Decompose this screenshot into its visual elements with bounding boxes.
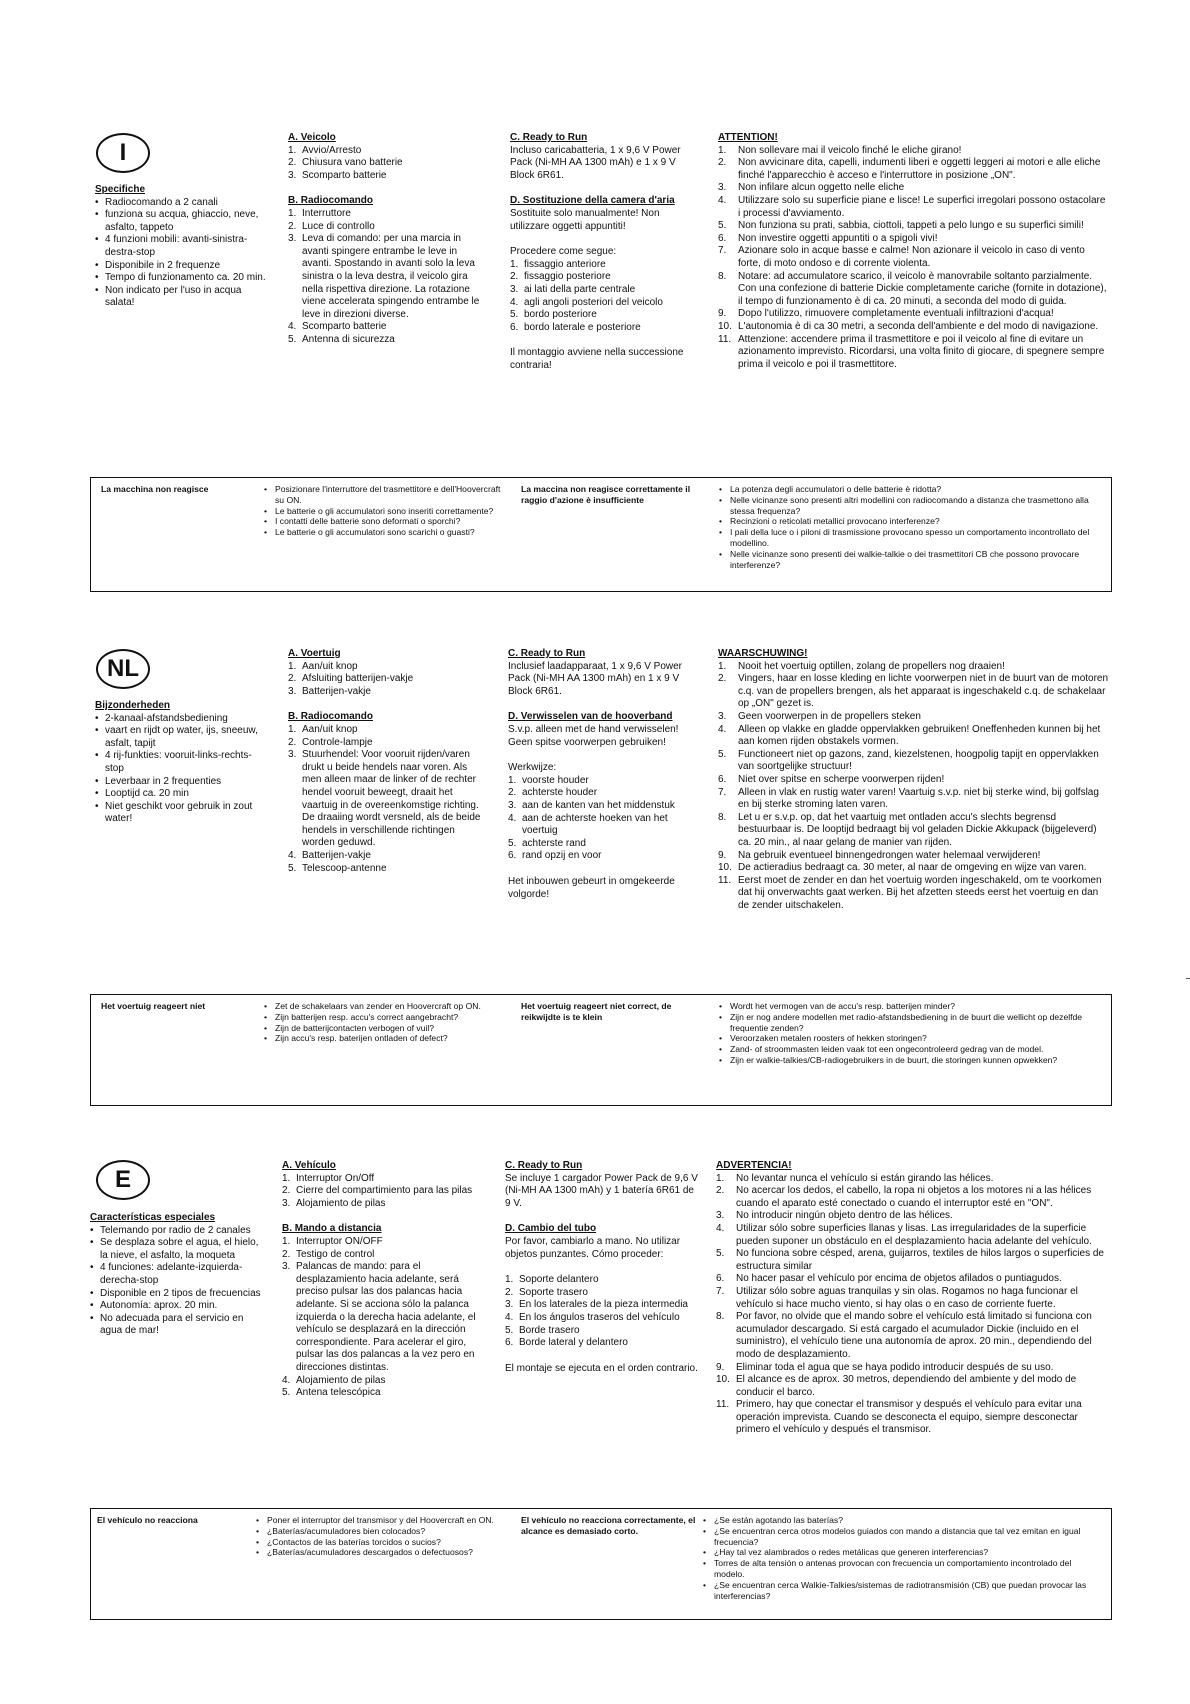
- procedure-step: 1. fissaggio anteriore: [510, 258, 606, 270]
- warning-item: 4. Alleen op vlakke en gladde oppervlakken gebruiken! Oneffenheden kunnen bij het aan komen rijden obstakels vormen.: [718, 723, 1101, 748]
- fix-item: • Poner el interruptor del transmisor y del Hoovercraft en ON.: [256, 1515, 496, 1526]
- vehicle-item: 1. Aan/uit knop: [288, 660, 358, 672]
- change-title: D. Sostituzione della camera d'aria: [510, 195, 675, 207]
- fix-item: • Recinzioni o reticolati metallici provocano interferenze?: [719, 516, 1099, 527]
- spec-item: • No adecuada para el servicio en agua de mar!: [90, 1313, 265, 1338]
- remote-item: 1. Interruttore: [288, 207, 351, 219]
- fix-item: • Zijn er nog andere modellen met radio-afstandsbediening in de buurt die wellicht op dezelfde frequentie zenden?: [719, 1012, 1104, 1034]
- remote-item: 1. Interruptor ON/OFF: [282, 1235, 383, 1247]
- warning-item: 11. Eerst moet de zender en dan het voertuig worden ingeschakeld, om te voorkomen dat hij onverwachts gaat werken. Bij het afzetten steeds eerst het voertuig en dan de zender uitschakelen.: [718, 874, 1102, 911]
- specs-column: [95, 700, 270, 826]
- warning-item: 6. No hacer pasar el vehículo por encima de objetos afilados o puntiagudos.: [716, 1273, 1062, 1285]
- vehicle-item: 3. Batterijen-vakje: [288, 685, 371, 697]
- fix-list: [264, 1001, 504, 1044]
- fix-item: • ¿Se están agotando las baterías?: [703, 1515, 1093, 1526]
- warning-item: 9. Dopo l'utilizzo, rimuovere completamente eventuali infiltrazioni d'acqua!: [718, 308, 1054, 320]
- remote-item: 3. Stuurhendel: Voor vooruit rijden/varen drukt u beide hendels naar voren. Als men alleen maar de linker of de rechter hendel vooruit beweegt, draait het vaartuig in de overeenkomstige richting. De draaiing wordt versneld, als de beide hendels in verschillende richtingen worden geduwd.: [288, 749, 481, 849]
- specs-column: [95, 184, 270, 310]
- procedure-step: 4. agli angoli posteriori del veicolo: [510, 296, 663, 308]
- spec-item: • Non indicato per l'uso in acqua salata!: [95, 285, 270, 310]
- parts-column: [288, 648, 488, 875]
- fix-list: [264, 484, 504, 538]
- remote-item: 3. Palancas de mando: para el desplazamiento hacia adelante, será preciso pulsar las dos palancas hacia adelante. Si se acciona sólo la palanca izquierda o la derecha hacia adelante, el vehículo se desplazará en la dirección correspondiente. Para acelerar el giro, pulsar las dos palancas a la vez pero en direcciones distintas.: [282, 1261, 476, 1373]
- fix-list: [719, 1001, 1104, 1066]
- spec-item: • 4 funciones: adelante-izquierda-derecha-stop: [90, 1262, 265, 1287]
- warning-column: [718, 132, 1110, 371]
- warning-item: 10. L'autonomia è di ca 30 metri, a seconda dell'ambiente e del modo di navigazione.: [718, 320, 1099, 332]
- language-badge: I: [96, 133, 150, 173]
- procedure-step: 2. achterste houder: [508, 787, 598, 799]
- spec-item: • Disponible en 2 tipos de frecuencias: [90, 1288, 265, 1301]
- procedure-step: 5. Borde trasero: [505, 1324, 580, 1336]
- warning-item: 8. Notare: ad accumulatore scarico, il veicolo è manovrabile soltanto parzialmente. Con una confezione di batterie Dickie completamente cariche (fornite in dotazione), il tempo di funzionamento è di ca. 20 minuti, a seconda del modo di guida.: [718, 270, 1107, 307]
- fix-item: • I contatti delle batterie sono deformati o sporchi?: [264, 516, 504, 527]
- ready-text: Inclusief laadapparaat, 1 x 9,6 V Power Pack (Ni-MH AA 1300 mAh) en 1 x 9 V Block 6R61.: [508, 660, 682, 697]
- procedure-step: 1. Soporte delantero: [505, 1274, 599, 1286]
- procedure-step: 6. rand opzij en voor: [508, 850, 602, 862]
- warning-item: 2. No acercar los dedos, el cabello, la ropa ni objetos a los motores ni a las hélices cuando el aparato esté conectado o cuando el interruptor esté en "ON".: [716, 1185, 1092, 1209]
- fix-item: • Zijn er walkie-talkies/CB-radiogebruikers in de buurt, die storingen kunnen opwekken?: [719, 1055, 1104, 1066]
- spec-item: • Leverbaar in 2 frequenties: [95, 776, 270, 789]
- remote-item: 2. Luce di controllo: [288, 220, 375, 232]
- warning-item: 1. No levantar nunca el vehículo si están girando las hélices.: [716, 1172, 994, 1184]
- ready-title: C. Ready to Run: [508, 648, 586, 659]
- spec-item: • 4 funzioni mobili: avanti-sinistra-destra-stop: [95, 234, 270, 259]
- procedure-step: 3. En los laterales de la pieza intermedia: [505, 1299, 688, 1311]
- vehicle-item: 2. Chiusura vano batterie: [288, 157, 403, 169]
- vehicle-title: A. Voertuig: [288, 648, 341, 659]
- warning-title: ADVERTENCIA!: [716, 1160, 792, 1171]
- spec-item: • Radiocomando a 2 canali: [95, 197, 270, 210]
- vehicle-title: A. Veicolo: [288, 132, 336, 143]
- procedure-end: Het inbouwen gebeurt in omgekeerde volgorde!: [508, 875, 675, 900]
- fix-item: • ¿Se encuentran cerca otros modelos guiados con mando a distancia que tal vez emitan en igual frecuencia?: [703, 1526, 1093, 1548]
- change-text: Sostituite solo manualmente! Non utilizzare oggetti appuntiti!: [510, 207, 660, 232]
- procedure-step: 1. voorste houder: [508, 774, 589, 786]
- warning-item: 4. Utilizzare solo su superficie piane e lisce! Le superfici irregolari possono ostacolare i processi d'avviamento.: [718, 194, 1106, 219]
- vehicle-item: 3. Scomparto batterie: [288, 169, 387, 181]
- warning-item: 5. No funciona sobre césped, arena, guijarros, textiles de hilos largos o superficies de estructura similar: [716, 1248, 1104, 1272]
- remote-item: 5. Antenna di sicurezza: [288, 333, 395, 345]
- warning-item: 10. El alcance es de aprox. 30 metros, dependiendo del ambiente y del modo de conducir el barco.: [716, 1374, 1077, 1398]
- warning-item: 9. Eliminar toda el agua que se haya podido introducir después de su uso.: [716, 1361, 1054, 1373]
- remote-item: 3. Leva di comando: per una marcia in avanti spingere entrambe le leve in avanti. Spostando in avanti solo la leva sinistra o la leva destra, il veicolo gira nella rispettiva direzione. La rotazione viene accelerata spingendo entrambe le leve in direzioni diverse.: [288, 233, 480, 320]
- procedure-intro: Werkwijze:: [508, 762, 557, 774]
- spec-item: • Looptijd ca. 20 min: [95, 788, 270, 801]
- procedure-step: 6. Borde lateral y delantero: [505, 1337, 628, 1349]
- fix-item: • Nelle vicinanze sono presenti dei walkie-talkie o dei trasmettitori CB che possono provocare interferenze?: [719, 549, 1099, 571]
- procedure-step: 6. bordo laterale e posteriore: [510, 321, 641, 333]
- ready-column: [505, 1160, 700, 1375]
- warning-item: 9. Na gebruik eventueel binnengedrongen water helemaal verwijderen!: [718, 849, 1041, 861]
- problem-label: El vehículo no reacciona correctamente, el alcance es demasiado corto.: [521, 1515, 696, 1536]
- fix-item: • Zijn accu's resp. baterijen ontladen of defect?: [264, 1033, 504, 1044]
- remote-title: B. Radiocomando: [288, 711, 374, 723]
- spec-item: • 4 rij-funkties: vooruit-links-rechts-stop: [95, 750, 270, 775]
- spec-item: • Tempo di funzionamento ca. 20 min.: [95, 272, 270, 285]
- vehicle-item: 2. Afsluiting batterijen-vakje: [288, 673, 414, 685]
- warning-item: 8. Let u er s.v.p. op, dat het vaartuig met ontladen accu's slechts begrensd bestuurbaar is. De looptijd bedraagt bij vol geladen Dickie Akkupack (bijgeleverd) ca. 20 min., al naar gelang de manier van rijden.: [718, 811, 1097, 848]
- procedure-step: 5. achterste rand: [508, 837, 586, 849]
- warning-item: 11. Attenzione: accendere prima il trasmettitore e poi il veicolo al fine di evitare un azionamento imprevisto. Ricordarsi, una volta finito di giocare, di spegnere sempre prima il veicolo e poi il trasmettitore.: [718, 333, 1105, 370]
- procedure-step: 5. bordo posteriore: [510, 309, 597, 321]
- parts-column: [282, 1160, 487, 1400]
- specs-title: Características especiales: [90, 1212, 216, 1223]
- vehicle-item: 1. Avvio/Arresto: [288, 144, 362, 156]
- warning-item: 3. Geen voorwerpen in de propellers steken: [718, 710, 921, 722]
- remote-item: 4. Scomparto batterie: [288, 321, 387, 333]
- change-text: Por favor, cambiarlo a mano. No utilizar objetos punzantes. Cómo proceder:: [505, 1235, 681, 1260]
- problem-label: El vehículo no reacciona: [97, 1515, 198, 1525]
- warning-column: [716, 1160, 1110, 1437]
- language-badge: NL: [96, 649, 150, 689]
- specs-title: Bijzonderheden: [95, 700, 171, 711]
- warning-column: [718, 648, 1110, 912]
- warning-item: 11. Primero, hay que conectar el transmisor y después el vehículo para evitar una operación imprevista. Cuando se desconecta el equipo, siempre desconectar primero el vehículo y después el transmisor.: [716, 1399, 1082, 1436]
- warning-title: WAARSCHUWING!: [718, 648, 808, 659]
- fix-item: • ¿Se encuentran cerca Walkie-Talkies/sistemas de radiotransmisión (CB) que puedan provocar las interferencias?: [703, 1580, 1093, 1602]
- spec-item: • funziona su acqua, ghiaccio, neve, asfalto, tappeto: [95, 209, 270, 234]
- remote-item: 1. Aan/uit knop: [288, 723, 358, 735]
- troubleshooting-table: [90, 994, 1112, 1106]
- fix-item: • Zijn batterijen resp. accu's correct aangebracht?: [264, 1012, 504, 1023]
- fix-list: [256, 1515, 496, 1558]
- change-title: D. Cambio del tubo: [505, 1223, 597, 1235]
- warning-item: 1. Nooit het voertuig optillen, zolang de propellers nog draaien!: [718, 660, 1005, 672]
- warning-item: 2. Vingers, haar en losse kleding en lichte voorwerpen niet in de buurt van de motoren c.q. van de propellers brengen, als het apparaat is ingeschakeld c.q. de schakelaar op „ON" gezet is.: [718, 673, 1109, 710]
- procedure-step: 4. En los ángulos traseros del vehículo: [505, 1311, 680, 1323]
- vehicle-title: A. Vehículo: [282, 1160, 336, 1171]
- warning-item: 5. Functioneert niet op gazons, zand, kiezelstenen, hoogpolig tapijt en oppervlakken van soortgelijke structuur!: [718, 748, 1099, 773]
- procedure-step: 4. aan de achterste hoeken van het voertuig: [508, 812, 668, 837]
- warning-item: 7. Utilizar sólo sobre aguas tranquilas y sin olas. Rogamos no haga funcionar el vehículo si hace mucho viento, si hay olas o en caso de corriente fuerte.: [716, 1285, 1078, 1310]
- problem-label: Het voertuig reageert niet: [101, 1001, 206, 1011]
- language-badge: E: [96, 1160, 150, 1200]
- remote-item: 5. Telescoop-antenne: [288, 862, 387, 874]
- warning-item: 10. De actieradius bedraagt ca. 30 meter, al naar de omgeving en wijze van varen.: [718, 862, 1087, 874]
- specs-column: [90, 1212, 265, 1338]
- spec-item: • Niet geschikt voor gebruik in zout water!: [95, 801, 270, 826]
- fix-item: • Wordt het vermogen van de accu's resp. batterijen minder?: [719, 1001, 1104, 1012]
- fix-item: • Torres de alta tensión o antenas provocan con frecuencia un comportamiento incontrolado del modelo.: [703, 1558, 1093, 1580]
- remote-item: 4. Alojamiento de pilas: [282, 1374, 386, 1386]
- fix-item: • Zet de schakelaars van zender en Hoovercraft op ON.: [264, 1001, 504, 1012]
- warning-item: 7. Azionare solo in acque basse e calme! Non azionare il veicolo in caso di vento forte, di moto ondoso e di corrente violenta.: [718, 245, 1085, 269]
- vehicle-item: 1. Interruptor On/Off: [282, 1172, 375, 1184]
- margin-mark: [1186, 978, 1190, 979]
- problem-label: La macchina non reagisce: [101, 484, 209, 494]
- specs-title: Specifiche: [95, 184, 146, 195]
- fix-item: • I pali della luce o i piloni di trasmissione provocano spesso un comportamento incontrollato del modellino.: [719, 527, 1099, 549]
- ready-title: C. Ready to Run: [510, 132, 588, 143]
- remote-item: 4. Batterijen-vakje: [288, 849, 371, 861]
- fix-item: • ¿Baterías/acumuladores descargados o defectuosos?: [256, 1547, 496, 1558]
- fix-item: • Veroorzaken metalen roosters of hekken storingen?: [719, 1033, 1104, 1044]
- problem-label: La maccina non reagisce correttamente il raggio d'azione è insufficiente: [521, 484, 691, 505]
- remote-item: 5. Antena telescópica: [282, 1387, 381, 1399]
- fix-item: • La potenza degli accumulatori o delle batterie è ridotta?: [719, 484, 1099, 495]
- ready-title: C. Ready to Run: [505, 1160, 583, 1171]
- change-text: S.v.p. alleen met de hand verwisselen! Geen spitse voorwerpen gebruiken!: [508, 723, 679, 748]
- fix-item: • ¿Hay tal vez alambrados o redes metálicas que generen interferencias?: [703, 1547, 1093, 1558]
- procedure-step: 3. ai lati della parte centrale: [510, 283, 636, 295]
- remote-title: B. Mando a distancia: [282, 1223, 382, 1235]
- spec-item: • Autonomía: aprox. 20 min.: [90, 1300, 265, 1313]
- procedure-end: El montaje se ejecuta en el orden contrario.: [505, 1362, 698, 1374]
- parts-column: [288, 132, 488, 347]
- procedure-step: 3. aan de kanten van het middenstuk: [508, 799, 675, 811]
- warning-item: 6. Niet over spitse en scherpe voorwerpen rijden!: [718, 773, 945, 785]
- remote-item: 2. Controle-lampje: [288, 736, 373, 748]
- warning-item: 7. Alleen in vlak en rustig water varen! Vaartuig s.v.p. niet bij sterke wind, bij golfslag en bij sterke stroming laten varen.: [718, 786, 1099, 811]
- spec-item: • Disponibile in 2 frequenze: [95, 260, 270, 273]
- warning-item: 5. Non funziona su prati, sabbia, ciottoli, tappeti a pelo lungo e su superfici simili!: [718, 220, 1084, 232]
- warning-item: 8. Por favor, no olvide que el mando sobre el vehículo está limitado si funciona con acumulador descargado. Si está cargado el acumulador Dickie (incluido en el suministro), el vehículo tiene una autonomía de aprox. 20 min., dependiendo del modo de desplazamiento.: [716, 1311, 1092, 1360]
- spec-item: • Se desplaza sobre el agua, el hielo, la nieve, el asfalto, la moqueta: [90, 1237, 265, 1262]
- procedure-step: 2. Soporte trasero: [505, 1286, 588, 1298]
- ready-text: Incluso caricabatteria, 1 x 9,6 V Power Pack (Ni-MH AA 1300 mAh) e 1 x 9 V Block 6R61.: [510, 144, 681, 181]
- remote-title: B. Radiocomando: [288, 195, 374, 207]
- vehicle-item: 3. Alojamiento de pilas: [282, 1197, 386, 1209]
- fix-item: • ¿Contactos de las baterías torcidos o sucios?: [256, 1537, 496, 1548]
- fix-item: • Zand- of stroommasten leiden vaak tot een ongecontroleerd gedrag van de model.: [719, 1044, 1104, 1055]
- fix-item: • Le batterie o gli accumulatori sono scarichi o guasti?: [264, 527, 504, 538]
- remote-item: 2. Testigo de control: [282, 1248, 375, 1260]
- spec-item: • vaart en rijdt op water, ijs, sneeuw, asfalt, tapijt: [95, 725, 270, 750]
- ready-column: [510, 132, 700, 373]
- spec-item: • Telemando por radio de 2 canales: [90, 1225, 265, 1238]
- problem-label: Het voertuig reageert niet correct, de reikwijdte is te klein: [521, 1001, 672, 1022]
- warning-item: 3. Non infilare alcun oggetto nelle eliche: [718, 182, 905, 194]
- spec-item: • 2-kanaal-afstandsbediening: [95, 713, 270, 726]
- ready-column: [508, 648, 700, 901]
- warning-item: 1. Non sollevare mai il veicolo finché le eliche girano!: [718, 144, 962, 156]
- fix-item: • Posizionare l'interruttore del trasmettitore e dell'Hoovercraft su ON.: [264, 484, 504, 506]
- warning-item: 3. No introducir ningún objeto dentro de las hélices.: [716, 1210, 953, 1222]
- warning-item: 4. Utilizar sólo sobre superficies llanas y lisas. Las irregularidades de la superficie pueden suponer un obstáculo en el desplazamiento hacia adelante del vehículo.: [716, 1222, 1092, 1247]
- change-title: D. Verwisselen van de hooverband: [508, 711, 673, 723]
- fix-item: • Le batterie o gli accumulatori sono inseriti correttamente?: [264, 506, 504, 517]
- procedure-step: 2. fissaggio posteriore: [510, 271, 611, 283]
- troubleshooting-table: [90, 1508, 1112, 1620]
- warning-item: 6. Non investire oggetti appuntiti o a spigoli vivi!: [718, 232, 938, 244]
- fix-item: • Zijn de batterijcontacten verbogen of vuil?: [264, 1023, 504, 1034]
- fix-item: • ¿Baterías/acumuladores bien colocados?: [256, 1526, 496, 1537]
- fix-item: • Nelle vicinanze sono presenti altri modellini con radiocomando a distanza che trasmettono alla stessa frequenza?: [719, 495, 1099, 517]
- ready-text: Se incluye 1 cargador Power Pack de 9,6 V (Ni-MH AA 1300 mAh) y 1 batería 6R61 de 9 V.: [505, 1172, 698, 1209]
- procedure-intro: Procedere come segue:: [510, 246, 617, 258]
- warning-title: ATTENTION!: [718, 132, 778, 143]
- fix-list: [719, 484, 1099, 570]
- procedure-end: Il montaggio avviene nella successione contraria!: [510, 347, 684, 371]
- warning-item: 2. Non avvicinare dita, capelli, indumenti liberi e oggetti leggeri ai motori e alle eliche finché l'apparecchio è acceso e l'interruttore in posizione „ON".: [718, 157, 1101, 181]
- troubleshooting-table: [90, 477, 1112, 592]
- fix-list: [703, 1515, 1093, 1601]
- vehicle-item: 2. Cierre del compartimiento para las pilas: [282, 1185, 473, 1197]
